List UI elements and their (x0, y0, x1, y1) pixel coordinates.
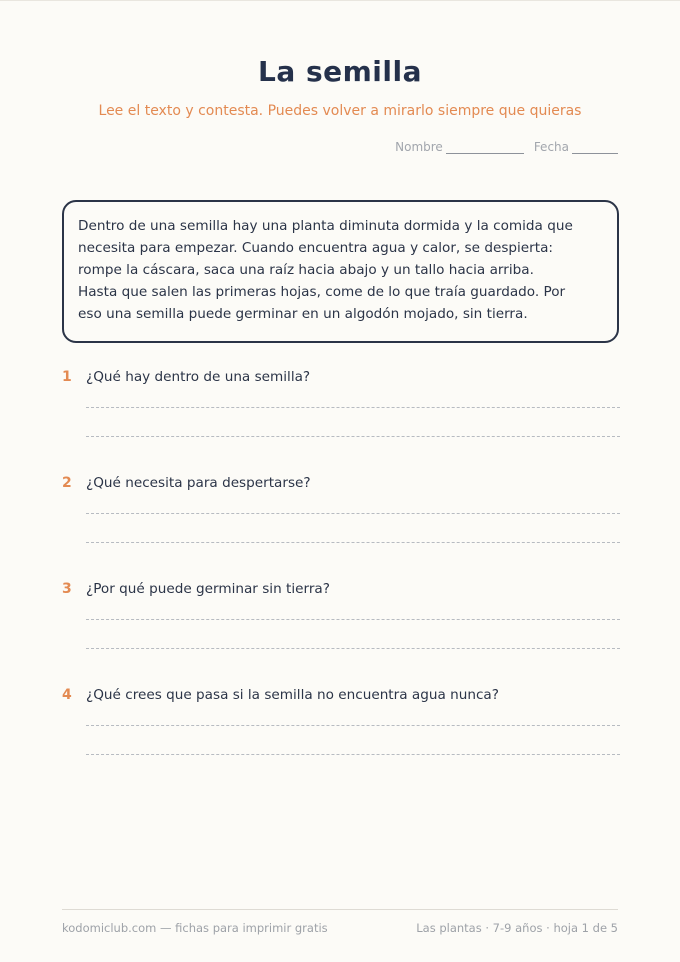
page-title: La semilla (257, 55, 422, 88)
instructions: Lee el texto y contesta. Puedes volver a mirarlo siempre que quieras (98, 103, 582, 119)
student-info (395, 140, 618, 154)
passage-line: necesita para empezar. Cuando encuentra agua y calor, se despierta: (78, 240, 553, 256)
date-field[interactable] (572, 142, 618, 154)
name-field[interactable] (446, 142, 524, 154)
question-2 (62, 475, 620, 491)
question-1 (62, 369, 620, 385)
reading-passage (62, 200, 619, 343)
answer-line[interactable] (86, 648, 620, 649)
answer-line[interactable] (86, 436, 620, 437)
answer-line[interactable] (86, 754, 620, 755)
question-text: ¿Qué necesita para despertarse? (86, 475, 311, 491)
question-number: 3 (62, 581, 72, 597)
question-number: 4 (62, 687, 72, 703)
footer-site: kodomiclub.com — fichas para imprimir gratis (62, 921, 328, 935)
answer-line[interactable] (86, 542, 620, 543)
question-text: ¿Qué crees que pasa si la semilla no encuentra agua nunca? (86, 687, 499, 703)
passage-line: Dentro de una semilla hay una planta diminuta dormida y la comida que (78, 218, 573, 234)
date-label: Fecha (533, 140, 569, 154)
question-number: 2 (62, 475, 72, 491)
footer-divider (62, 909, 618, 910)
question-number: 1 (62, 369, 72, 385)
answer-line[interactable] (86, 407, 620, 408)
name-label: Nombre (395, 140, 443, 154)
question-text: ¿Qué hay dentro de una semilla? (86, 369, 311, 385)
passage-line: eso una semilla puede germinar en un algodón mojado, sin tierra. (78, 306, 528, 322)
footer-page-info: Las plantas · 7-9 años · hoja 1 de 5 (416, 921, 618, 935)
passage-line: Hasta que salen las primeras hojas, come de lo que traía guardado. Por (78, 284, 566, 300)
question-4 (62, 687, 620, 703)
answer-line[interactable] (86, 513, 620, 514)
question-text: ¿Por qué puede germinar sin tierra? (86, 581, 330, 597)
answer-line[interactable] (86, 619, 620, 620)
passage-line: rompe la cáscara, saca una raíz hacia abajo y un tallo hacia arriba. (78, 262, 534, 278)
answer-line[interactable] (86, 725, 620, 726)
question-3 (62, 581, 620, 597)
